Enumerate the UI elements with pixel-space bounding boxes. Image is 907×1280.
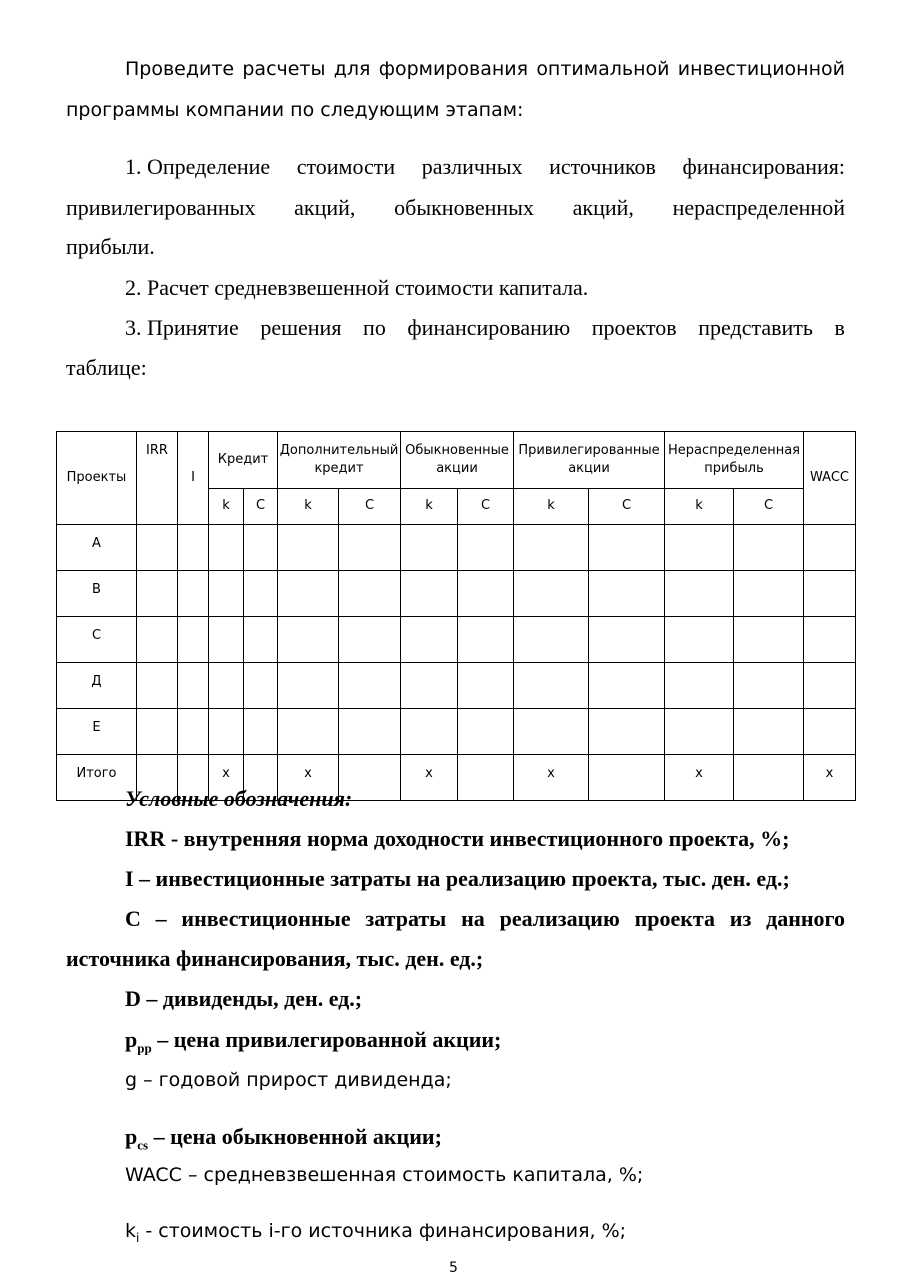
legend-g: g – годовой прирост дивиденда; (125, 1069, 452, 1091)
legend-irr: IRR - внутренняя норма доходности инвестиционного проекта, %; (125, 826, 790, 851)
subheader-c: C (244, 489, 278, 525)
step-3-line-2: таблице: (66, 355, 147, 380)
legend-ki: $k_i$ - стоимость i-го источника финансирования, %; (125, 1220, 627, 1245)
total-mark: x (209, 755, 244, 801)
table-row (57, 709, 856, 755)
row-label: А (57, 525, 137, 571)
legend-i: I – инвестиционные затраты на реализацию проекта, тыс. ден. ед.; (125, 866, 790, 891)
legend-wacc: WACC – средневзвешенная стоимость капитала, %; (125, 1164, 644, 1186)
header-i: I (178, 432, 209, 525)
row-label: В (57, 571, 137, 617)
subheader-k: k (665, 489, 734, 525)
row-label: С (57, 617, 137, 663)
total-mark: x (278, 755, 339, 801)
step-3-line-1: 3. Принятие решения по финансированию проектов представить в (125, 315, 845, 340)
row-label: Д (57, 663, 137, 709)
legend-pcs: $p_{cs}$ – цена обыкновенной акции; (125, 1124, 442, 1153)
header-preferred-shares: Привилегированные акции (514, 432, 665, 489)
subheader-c: C (458, 489, 514, 525)
subheader-c: C (734, 489, 804, 525)
header-wacc: WACC (804, 432, 856, 525)
table-row (57, 617, 856, 663)
header-projects: Проекты (57, 432, 137, 525)
header-credit: Кредит (209, 432, 278, 489)
step-2: 2. Расчет средневзвешенной стоимости капитала. (125, 275, 589, 300)
step-1-line-3: прибыли. (66, 234, 155, 259)
subheader-k: k (514, 489, 589, 525)
intro-line-1: Проведите расчеты для формирования оптимальной инвестиционной (125, 58, 845, 80)
subheader-c: C (339, 489, 401, 525)
legend-ppp: $p_{pp}$ – цена привилегированной акции; (125, 1027, 502, 1056)
subheader-k: k (278, 489, 339, 525)
header-irr: IRR (137, 432, 178, 525)
header-common-shares: Обыкновенные акции (401, 432, 514, 489)
page-number: 5 (449, 1260, 458, 1276)
header-retained-earnings: Нераспределенная прибыль (665, 432, 804, 489)
table-row (57, 663, 856, 709)
table-row (57, 525, 856, 571)
total-label: Итого (57, 755, 137, 801)
step-1-line-1: 1. Определение стоимости различных источников финансирования: (125, 154, 845, 179)
row-label: Е (57, 709, 137, 755)
header-additional-credit: Дополнительный кредит (278, 432, 401, 489)
total-mark: x (804, 755, 856, 801)
financing-table (56, 431, 856, 801)
subheader-c: C (589, 489, 665, 525)
legend-c-line-2: источника финансирования, тыс. ден. ед.; (66, 946, 484, 971)
step-1-line-2: привилегированных акций, обыкновенных акций, нераспределенной (66, 195, 845, 220)
legend-d: D – дивиденды, ден. ед.; (125, 986, 363, 1011)
total-mark: x (665, 755, 734, 801)
intro-line-2: программы компании по следующим этапам: (66, 99, 524, 121)
subheader-k: k (209, 489, 244, 525)
total-mark: x (514, 755, 589, 801)
legend-c-line-1: С – инвестиционные затраты на реализацию проекта из данного (125, 906, 845, 931)
legend-title: Условные обозначения: (125, 786, 353, 811)
total-mark: x (401, 755, 458, 801)
subheader-k: k (401, 489, 458, 525)
table-row (57, 571, 856, 617)
